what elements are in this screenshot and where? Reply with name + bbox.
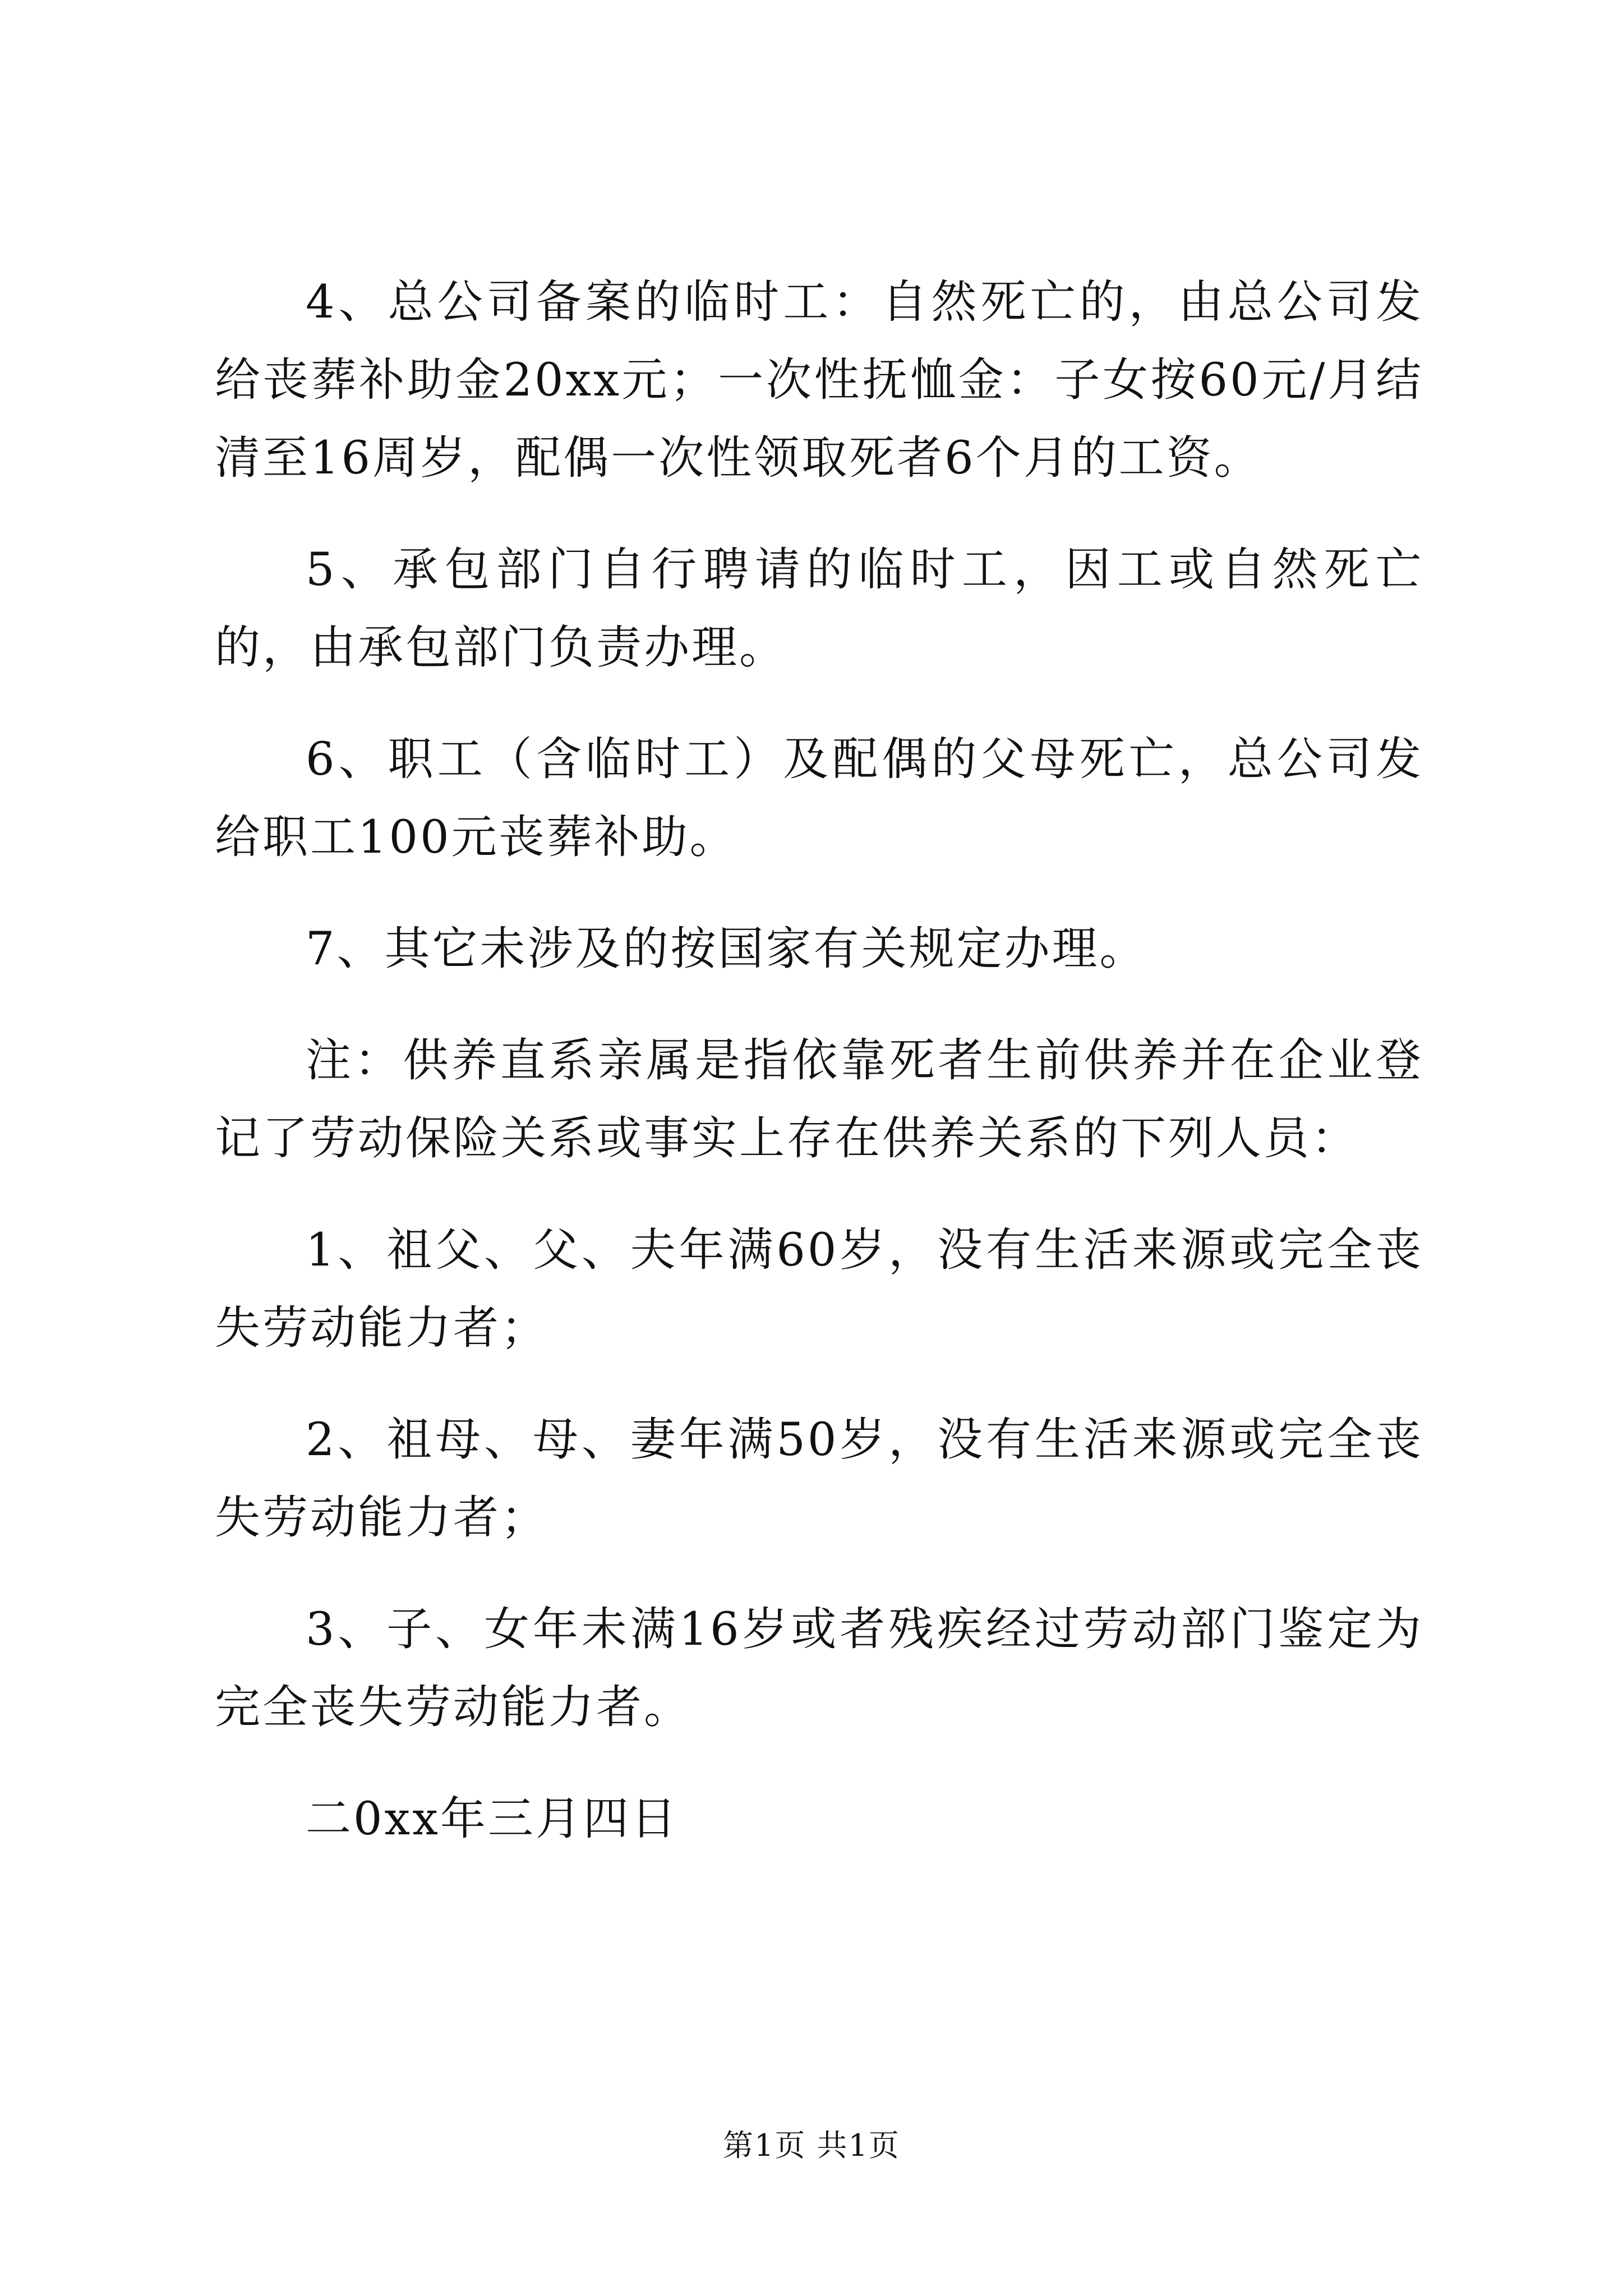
paragraph-item-7: 7、其它未涉及的按国家有关规定办理。 [306,923,1147,976]
paragraph-note-item-2: 2、祖母、母、妻年满50岁，没有生活来源或完全丧失劳动能力者； [215,1414,1423,1544]
page-footer: 第1页 共1页 [723,2128,900,2163]
paragraph-note-item-1: 1、祖父、父、夫年满60岁，没有生活来源或完全丧失劳动能力者； [215,1224,1423,1355]
paragraph-item-6: 6、职工（含临时工）及配偶的父母死亡，总公司发给职工100元丧葬补助。 [215,733,1423,864]
document-date: 二0xx年三月四日 [306,1793,679,1846]
paragraph-note-item-3: 3、子、女年未满16岁或者残疾经过劳动部门鉴定为完全丧失劳动能力者。 [215,1603,1423,1734]
document-body [215,264,1423,1892]
paragraph-note: 注：供养直系亲属是指依靠死者生前供养并在企业登记了劳动保险关系或事实上存在供养关系的下列人员： [215,1034,1423,1165]
paragraph-item-4: 4、总公司备案的临时工：自然死亡的，由总公司发给丧葬补助金20xx元；一次性抚恤金：子女按60元/月结清至16周岁，配偶一次性领取死者6个月的工资。 [215,276,1423,485]
paragraph-item-5: 5、承包部门自行聘请的临时工，因工或自然死亡的，由承包部门负责办理。 [215,544,1423,674]
